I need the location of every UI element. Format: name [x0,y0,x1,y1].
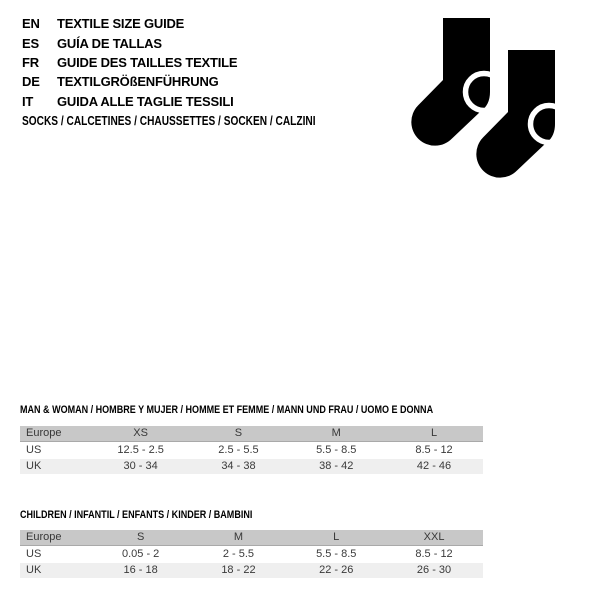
column-header-s: S [136,531,145,543]
language-row-en [22,14,237,33]
language-code: FR [22,54,39,70]
language-label: GUÍA DE TALLAS [57,35,162,51]
language-code: DE [22,74,40,90]
language-row-de [22,72,237,91]
size-value: 8.5 - 12 [415,444,453,456]
table-row-uk [20,459,483,474]
size-table-man-woman [20,404,483,475]
language-code: IT [22,93,34,109]
table-row-uk [20,563,483,578]
size-value: 38 - 42 [319,460,354,472]
language-label: TEXTILE SIZE GUIDE [57,16,185,32]
size-value: 18 - 22 [221,564,256,576]
language-label: TEXTILGRÖßENFÜHRUNG [57,74,219,90]
size-value: 26 - 30 [416,564,452,576]
column-header-xs: XS [133,427,148,439]
column-header-m: M [331,427,341,439]
table-row-us [20,443,483,458]
language-code: EN [22,16,40,32]
table-row-us [20,547,483,562]
size-value: 16 - 18 [123,564,158,576]
column-header-xxl: XXL [423,531,445,543]
language-code: ES [22,35,39,51]
socks-icon [400,0,580,185]
size-value: 8.5 - 12 [415,548,453,560]
table-header-row [20,530,483,546]
size-value: 42 - 46 [416,460,452,472]
language-list [22,14,237,111]
size-value: 22 - 26 [319,564,354,576]
size-value: 34 - 38 [221,460,256,472]
column-header-l: L [430,427,438,439]
row-label: US [26,444,42,456]
row-label: UK [26,564,42,576]
size-value: 12.5 - 2.5 [117,444,164,456]
table-title: MAN & WOMAN / HOMBRE Y MUJER / HOMME ET FEMME / MANN UND FRAU / UOMO E DONNA [20,404,434,416]
column-header-m: M [233,531,244,543]
language-row-it [22,92,237,111]
language-row-fr [22,53,237,72]
column-header-europe: Europe [26,427,62,439]
category-title: SOCKS / CALCETINES / CHAUSSETTES / SOCKEN / CALZINI [22,113,316,128]
size-table-children [20,509,483,579]
column-header-l: L [333,531,340,543]
table-header-row [20,426,483,442]
language-row-es [22,33,237,52]
size-value: 30 - 34 [123,460,158,472]
size-value: 5.5 - 8.5 [316,444,357,456]
column-header-europe: Europe [26,531,62,543]
size-value: 0.05 - 2 [121,548,160,560]
row-label: US [26,548,42,560]
size-value: 5.5 - 8.5 [316,548,357,560]
language-label: GUIDE DES TAILLES TEXTILE [57,54,238,70]
row-label: UK [26,460,42,472]
size-value: 2.5 - 5.5 [218,444,259,456]
table-title: CHILDREN / INFANTIL / ENFANTS / KINDER / BAMBINI [20,509,253,521]
column-header-s: S [234,427,243,439]
language-label: GUIDA ALLE TAGLIE TESSILI [57,93,234,109]
size-value: 2 - 5.5 [222,548,255,560]
